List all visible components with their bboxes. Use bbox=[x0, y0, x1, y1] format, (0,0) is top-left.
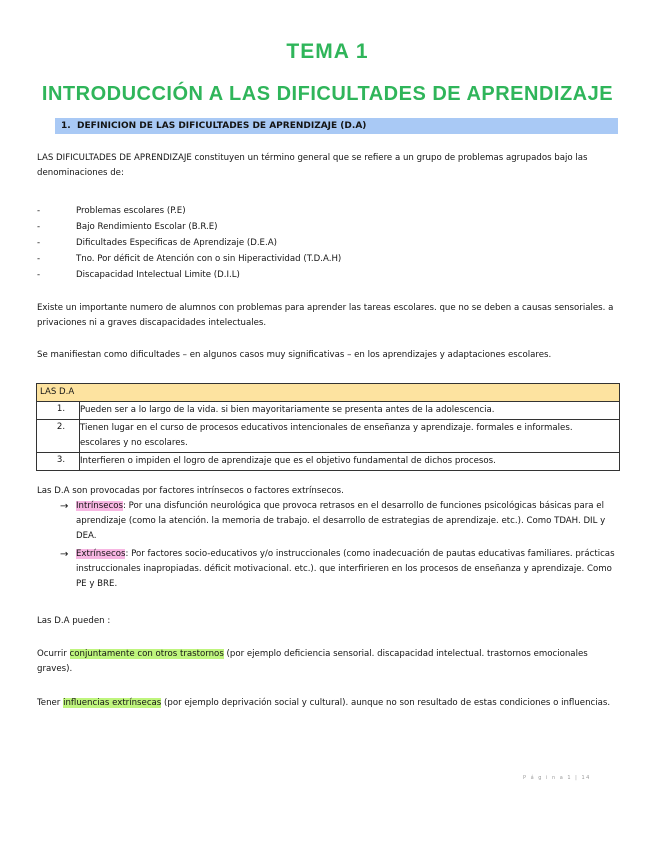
arrow-icon: → bbox=[60, 501, 69, 512]
text-post: (por ejemplo deficiencia sensorial. discapacidad intelectual. trastornos emocionales graves). bbox=[37, 649, 588, 674]
row-number: 3. bbox=[37, 453, 80, 471]
text-pre: Tener bbox=[37, 698, 64, 708]
text-post: (por ejemplo deprivación social y cultural). aunque no son resultado de estas condiciones o influencias. bbox=[161, 698, 611, 708]
cause-intrinsecos bbox=[76, 499, 621, 544]
row-text: Interfieren o impiden el logro de aprendizaje que es el objetivo fundamental de dichos procesos. bbox=[80, 453, 620, 471]
bullet-marker: - bbox=[37, 254, 41, 264]
section-heading-bar bbox=[55, 118, 618, 134]
bullet-item: Dificultades Especificas de Aprendizaje (D.E.A) bbox=[76, 238, 277, 248]
bullet-item: Discapacidad Intelectual Limite (D.I.L) bbox=[76, 270, 240, 280]
bullet-item: Bajo Rendimiento Escolar (B.R.E) bbox=[76, 222, 218, 232]
table-row bbox=[37, 420, 620, 453]
page-title: TEMA 1 bbox=[286, 40, 369, 63]
da-table bbox=[36, 383, 620, 471]
section-number: 1. bbox=[61, 121, 71, 131]
paragraph-manifiestan: Se manifiestan como dificultades – en algunos casos muy significativas – en los aprendizajes y adaptaciones escolares. bbox=[37, 350, 552, 360]
cause-text: : Por factores socio-educativos y/o instruccionales (como inadecuación de pautas educativas familiares. prácticas instruccionales inapropiadas. déficit motivacional. etc.). que interfirieren en los procesos de enseñanza y aprendizaje. Como PE y BRE. bbox=[76, 549, 615, 589]
row-number: 2. bbox=[37, 420, 80, 453]
cause-text: : Por una disfunción neurológica que provoca retrasos en el desarrollo de funciones psicológicas básicas para el aprendizaje (como la atención. la memoria de trabajo. el desarrollo de estrategias de aprendizaje. etc.). Como TDAH. DIL y DEA. bbox=[76, 501, 606, 541]
page-subtitle: INTRODUCCIÓN A LAS DIFICULTADES DE APRENDIZAJE bbox=[41, 83, 614, 105]
causes-intro: Las D.A son provocadas por factores intrínsecos o factores extrínsecos. bbox=[37, 486, 344, 496]
bullet-marker: - bbox=[37, 238, 41, 248]
term-extrinsecos: Extrínsecos bbox=[76, 549, 126, 559]
section-heading: DEFINICION DE LAS DIFICULTADES DE APRENDIZAJE (D.A) bbox=[77, 121, 367, 131]
table-header: LAS D.A bbox=[37, 384, 620, 402]
term-intrinsecos: Intrínsecos bbox=[76, 501, 123, 511]
bullet-marker: - bbox=[37, 270, 41, 280]
row-text: Tienen lugar en el curso de procesos educativos intencionales de enseñanza y aprendizaje. formales e informales. escolares y no escolares. bbox=[80, 420, 620, 453]
intro-paragraph: LAS DIFICULTADES DE APRENDIZAJE constituyen un término general que se refiere a un grupo de problemas agrupados bajo las denominaciones de: bbox=[37, 153, 588, 178]
row-text: Pueden ser a lo largo de la vida. si bien mayoritariamente se presenta antes de la adolescencia. bbox=[80, 402, 620, 420]
bullet-marker: - bbox=[37, 222, 41, 232]
highlight-influencias: influencias extrínsecas bbox=[63, 698, 162, 708]
can-intro: Las D.A pueden : bbox=[37, 616, 111, 626]
arrow-icon: → bbox=[60, 549, 69, 560]
paragraph-ocurrir bbox=[37, 647, 617, 677]
bullet-item: Tno. Por déficit de Atención con o sin Hiperactividad (T.D.A.H) bbox=[76, 254, 342, 264]
bullet-item: Problemas escolares (P.E) bbox=[76, 206, 186, 216]
row-number: 1. bbox=[37, 402, 80, 420]
cause-extrinsecos bbox=[76, 547, 621, 592]
highlight-conjuntamente: conjuntamente con otros trastornos bbox=[69, 649, 224, 659]
table-row bbox=[37, 453, 620, 471]
paragraph-tener bbox=[37, 696, 617, 711]
bullet-marker: - bbox=[37, 206, 41, 216]
page-number: P á g i n a 1 | 14 bbox=[523, 775, 591, 781]
text-pre: Ocurrir bbox=[37, 649, 70, 659]
paragraph-alumnos: Existe un importante numero de alumnos con problemas para aprender las tareas escolares. que no se deben a causas sensoriales. a privaciones ni a graves discapacidades intelectuales. bbox=[37, 303, 614, 328]
table-row bbox=[37, 402, 620, 420]
